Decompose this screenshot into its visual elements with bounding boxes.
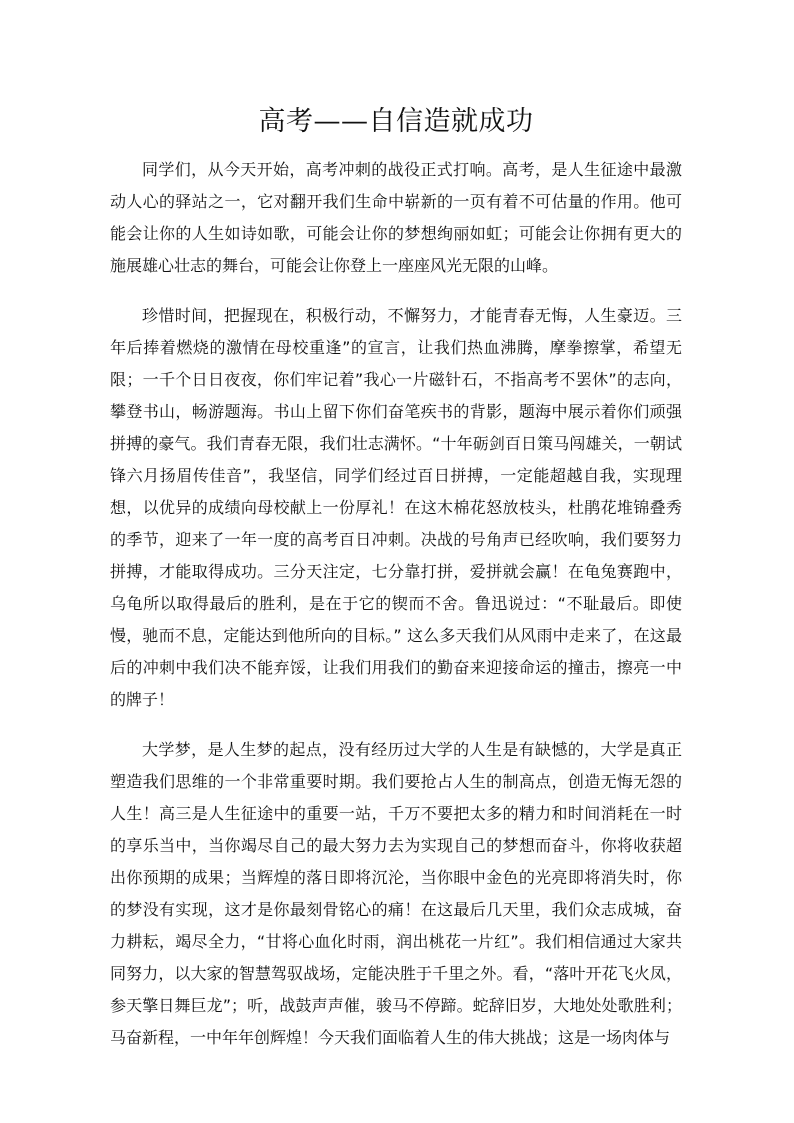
document-title: 高考——自信造就成功 <box>258 106 534 137</box>
paragraph-2: 珍惜时间，把握现在，积极行动，不懈努力，才能青春无悔，人生豪迈。三年后捧着燃烧的激情在母校重逢”的宣言，让我们热血沸腾，摩拳擦掌，希望无限；一千个日日夜夜，你们牢记着”我心一片磁针石，不指高考不罢休”的志向，攀登书山，畅游题海。书山上留下你们奋笔疾书的背影，题海中展示着你们顽强拼搏的豪气。我们青春无限，我们壮志满怀。“十年砺剑百日策马闯雄关，一朝试锋六月扬眉传佳音”，我坚信，同学们经过百日拼搏，一定能超越自我，实现理想，以优异的成绩向母校献上一份厚礼！在这木棉花怒放枝头，杜鹃花堆锦叠秀的季节，迎来了一年一度的高考百日冲刺。决战的号角声已经吹响，我们要努力拼搏，才能取得成功。三分天注定，七分靠打拼，爱拼就会赢！在龟兔赛跑中，乌龟所以取得最后的胜利，是在于它的锲而不舍。鲁迅说过：“不耻最后。即使慢，驰而不息，定能达到他所向的目标。” 这么多天我们从风雨中走来了，在这最后的冲刺中我们决不能弃馁，让我们用我们的勤奋来迎接命运的撞击，擦亮一中的牌子！ <box>110 306 682 709</box>
paragraph-3: 大学梦，是人生梦的起点，没有经历过大学的人生是有缺憾的，大学是真正塑造我们思维的一个非常重要时期。我们要抢占人生的制高点，创造无悔无怨的人生！高三是人生征途中的重要一站，千万不要把太多的精力和时间消耗在一时的享乐当中，当你竭尽自己的最大努力去为实现自己的梦想而奋斗，你将收获超出你预期的成果；当辉煌的落日即将沉沦，当你眼中金色的光亮即将消失时，你的梦没有实现，这才是你最刻骨铭心的痛！在这最后几天里，我们众志成城，奋力耕耘，竭尽全力，“甘将心血化时雨，润出桃花一片红”。我们相信通过大家共同努力，以大家的智慧驾驭战场，定能决胜于千里之外。看，“落叶开花飞火凤，参天擎日舞巨龙”；听，战鼓声声催，骏马不停蹄。蛇辞旧岁，大地处处歌胜利；马奋新程，一中年年创辉煌！今天我们面临着人生的伟大挑战；这是一场肉体与 <box>110 740 682 1047</box>
paragraph-1: 同学们，从今天开始，高考冲刺的战役正式打响。高考，是人生征途中最激动人心的驿站之一，它对翻开我们生命中崭新的一页有着不可估量的作用。他可能会让你的人生如诗如歌，可能会让你的梦想绚丽如虹；可能会让你拥有更大的施展雄心壮志的舞台，可能会让你登上一座座风光无限的山峰。 <box>110 160 682 275</box>
